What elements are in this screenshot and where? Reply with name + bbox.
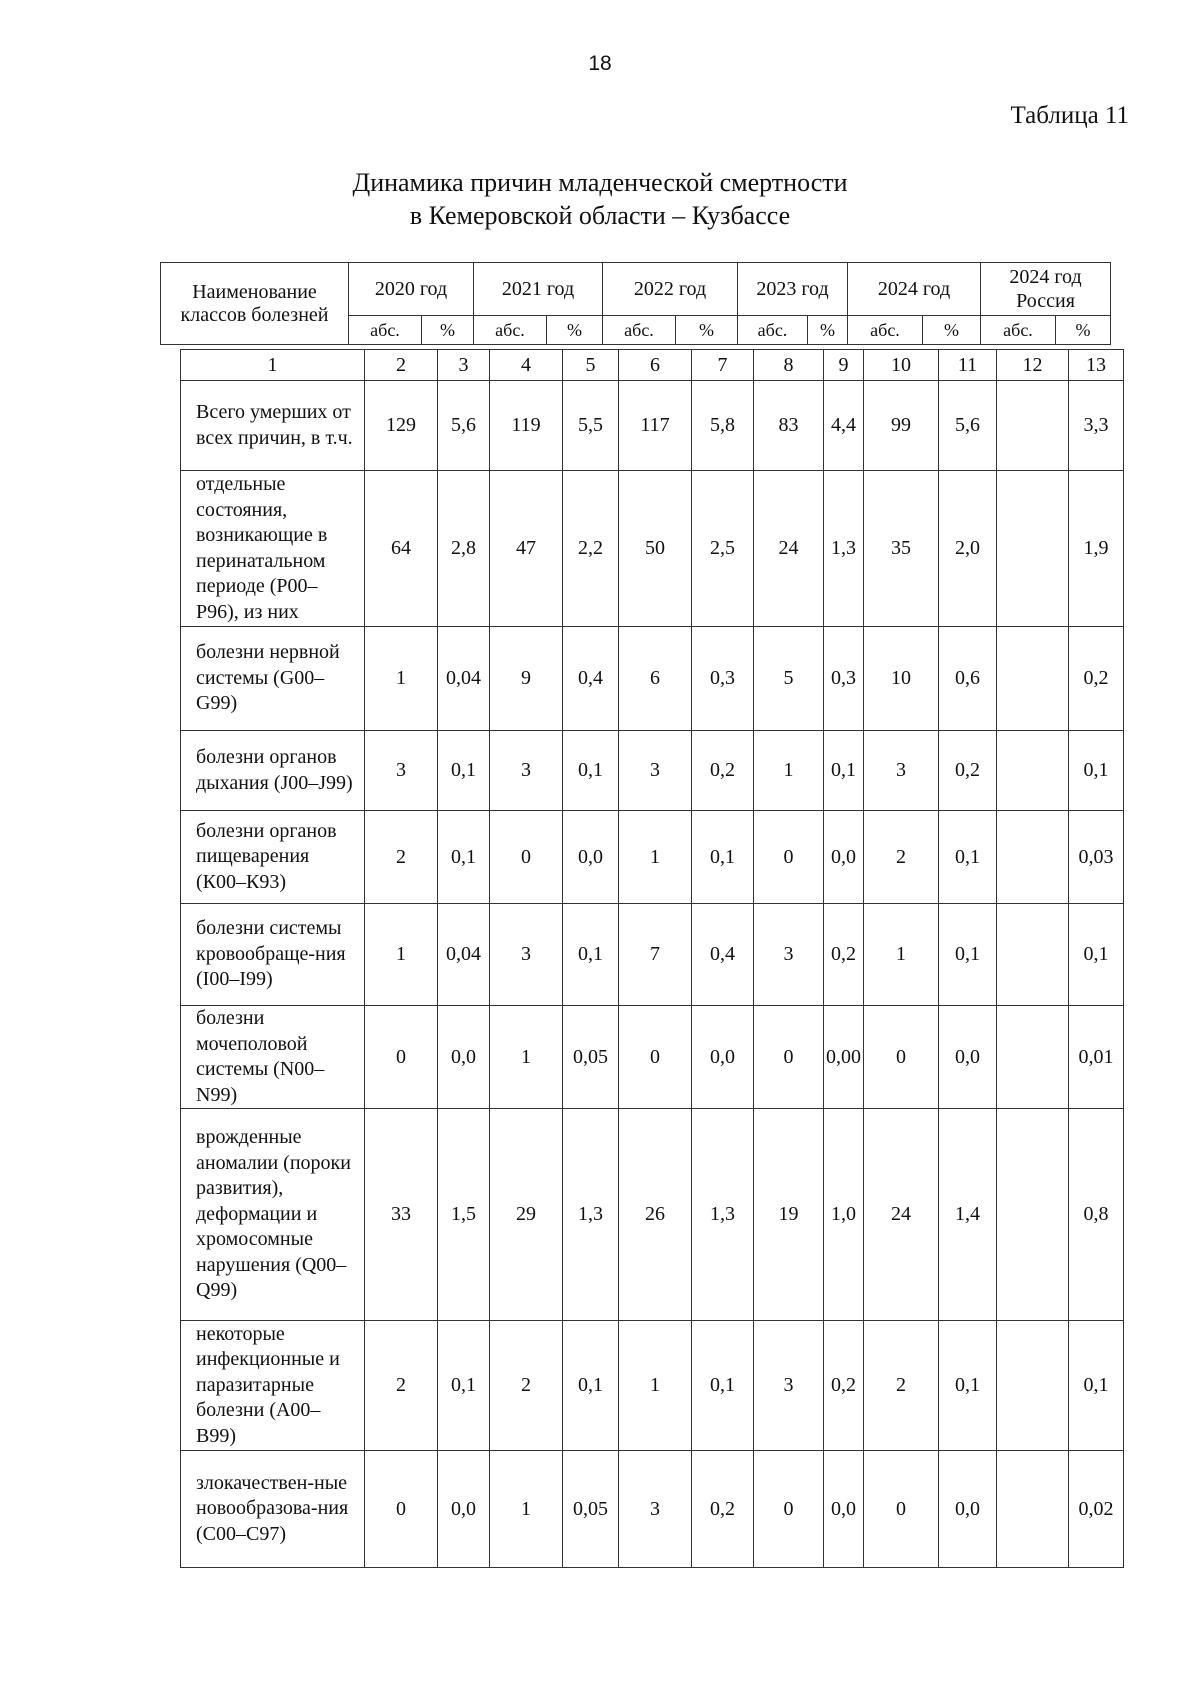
header-abs: абс. bbox=[848, 316, 923, 345]
cell: 0,3 bbox=[692, 627, 754, 731]
cell: 1,0 bbox=[824, 1109, 864, 1321]
cell: 3,3 bbox=[1069, 381, 1124, 471]
cell: 0,1 bbox=[563, 1321, 619, 1451]
cell: 0,0 bbox=[438, 1451, 490, 1568]
cell: 0 bbox=[754, 1006, 824, 1109]
cell: 0 bbox=[619, 1006, 692, 1109]
header-year-2021: 2021 год bbox=[474, 263, 603, 316]
cell: 24 bbox=[864, 1109, 939, 1321]
column-number: 13 bbox=[1069, 350, 1124, 381]
cell bbox=[997, 1451, 1069, 1568]
cell: 0,04 bbox=[438, 627, 490, 731]
cell: 3 bbox=[490, 731, 563, 811]
cell: 5,8 bbox=[692, 381, 754, 471]
cell: 0,1 bbox=[939, 811, 997, 904]
cell bbox=[997, 471, 1069, 627]
column-number: 6 bbox=[619, 350, 692, 381]
cell: 1,3 bbox=[824, 471, 864, 627]
cell: 3 bbox=[490, 904, 563, 1006]
cell: 0 bbox=[365, 1451, 438, 1568]
cell bbox=[997, 1321, 1069, 1451]
cell: 0,2 bbox=[1069, 627, 1124, 731]
cell: 0,2 bbox=[824, 904, 864, 1006]
cell: 1 bbox=[619, 811, 692, 904]
row-name: болезни мочеполовой системы (N00–N99) bbox=[181, 1006, 365, 1109]
cell: 117 bbox=[619, 381, 692, 471]
cell: 0,1 bbox=[1069, 731, 1124, 811]
cell: 35 bbox=[864, 471, 939, 627]
cell: 5,5 bbox=[563, 381, 619, 471]
table-row bbox=[181, 1321, 1124, 1451]
table-title-line-2: в Кемеровской области – Кузбассе bbox=[409, 201, 791, 230]
column-number: 9 bbox=[824, 350, 864, 381]
cell: 1 bbox=[490, 1451, 563, 1568]
cell: 2 bbox=[365, 1321, 438, 1451]
cell bbox=[997, 381, 1069, 471]
cell: 5 bbox=[754, 627, 824, 731]
cell: 0,2 bbox=[939, 731, 997, 811]
cell: 0,1 bbox=[438, 1321, 490, 1451]
cell bbox=[997, 1006, 1069, 1109]
cell: 0,4 bbox=[563, 627, 619, 731]
cell: 0,0 bbox=[692, 1006, 754, 1109]
table-label: Таблица 11 bbox=[1010, 102, 1129, 129]
row-name: врожденные аномалии (пороки развития), деформации и хромосомные нарушения (Q00–Q99) bbox=[181, 1109, 365, 1321]
row-name: Всего умерших от всех причин, в т.ч. bbox=[181, 381, 365, 471]
table-row bbox=[181, 904, 1124, 1006]
cell: 0,1 bbox=[824, 731, 864, 811]
header-year-2020: 2020 год bbox=[349, 263, 474, 316]
column-number: 11 bbox=[939, 350, 997, 381]
cell: 2 bbox=[864, 811, 939, 904]
cell: 29 bbox=[490, 1109, 563, 1321]
data-table bbox=[180, 349, 1124, 1568]
cell bbox=[997, 904, 1069, 1006]
row-name: болезни нервной системы (G00–G99) bbox=[181, 627, 365, 731]
cell: 0,0 bbox=[824, 811, 864, 904]
cell: 0,0 bbox=[563, 811, 619, 904]
cell: 1 bbox=[365, 904, 438, 1006]
cell: 0,1 bbox=[563, 904, 619, 1006]
cell: 0,1 bbox=[692, 1321, 754, 1451]
header-year-2024: 2024 год bbox=[848, 263, 981, 316]
column-number: 7 bbox=[692, 350, 754, 381]
cell: 0,1 bbox=[1069, 1321, 1124, 1451]
cell: 5,6 bbox=[939, 381, 997, 471]
table-header bbox=[160, 262, 1111, 345]
cell: 10 bbox=[864, 627, 939, 731]
cell: 3 bbox=[754, 904, 824, 1006]
cell: 0,03 bbox=[1069, 811, 1124, 904]
column-number: 4 bbox=[490, 350, 563, 381]
cell: 0,2 bbox=[824, 1321, 864, 1451]
cell: 2 bbox=[365, 811, 438, 904]
header-abs: абс. bbox=[603, 316, 676, 345]
cell: 129 bbox=[365, 381, 438, 471]
cell: 1,3 bbox=[563, 1109, 619, 1321]
cell: 0,2 bbox=[692, 731, 754, 811]
cell: 33 bbox=[365, 1109, 438, 1321]
cell: 64 bbox=[365, 471, 438, 627]
header-pct: % bbox=[676, 316, 738, 345]
cell: 0,2 bbox=[692, 1451, 754, 1568]
cell: 99 bbox=[864, 381, 939, 471]
cell: 3 bbox=[864, 731, 939, 811]
cell: 5,6 bbox=[438, 381, 490, 471]
cell: 119 bbox=[490, 381, 563, 471]
cell: 6 bbox=[619, 627, 692, 731]
header-pct: % bbox=[1056, 316, 1111, 345]
cell: 0,1 bbox=[939, 1321, 997, 1451]
column-number: 3 bbox=[438, 350, 490, 381]
cell: 0,04 bbox=[438, 904, 490, 1006]
cell: 3 bbox=[365, 731, 438, 811]
cell: 47 bbox=[490, 471, 563, 627]
header-year-2023: 2023 год bbox=[738, 263, 848, 316]
header-abs: абс. bbox=[349, 316, 422, 345]
cell: 0,1 bbox=[438, 731, 490, 811]
header-year-2022: 2022 год bbox=[603, 263, 738, 316]
cell: 0 bbox=[754, 811, 824, 904]
table-title bbox=[0, 166, 1200, 232]
cell: 0,01 bbox=[1069, 1006, 1124, 1109]
cell: 1,5 bbox=[438, 1109, 490, 1321]
cell: 2,5 bbox=[692, 471, 754, 627]
table-row bbox=[181, 627, 1124, 731]
cell: 1,4 bbox=[939, 1109, 997, 1321]
cell: 1,9 bbox=[1069, 471, 1124, 627]
cell: 0,0 bbox=[438, 1006, 490, 1109]
header-pct: % bbox=[808, 316, 848, 345]
cell bbox=[997, 1109, 1069, 1321]
cell: 1 bbox=[490, 1006, 563, 1109]
cell: 24 bbox=[754, 471, 824, 627]
row-name: отдельные состояния, возникающие в перинатальном периоде (Р00–Р96), из них bbox=[181, 471, 365, 627]
row-name: болезни органов пищеварения (К00–К93) bbox=[181, 811, 365, 904]
column-number-row bbox=[181, 350, 1124, 381]
cell: 0 bbox=[754, 1451, 824, 1568]
cell: 0,1 bbox=[692, 811, 754, 904]
cell: 2 bbox=[490, 1321, 563, 1451]
column-number: 12 bbox=[997, 350, 1069, 381]
header-pct: % bbox=[547, 316, 603, 345]
row-name: злокачествен-ные новообразова-ния (С00–С97) bbox=[181, 1451, 365, 1568]
cell: 2,2 bbox=[563, 471, 619, 627]
cell: 1,3 bbox=[692, 1109, 754, 1321]
table-row bbox=[181, 381, 1124, 471]
cell: 0 bbox=[864, 1006, 939, 1109]
cell: 1 bbox=[365, 627, 438, 731]
column-number: 5 bbox=[563, 350, 619, 381]
cell: 83 bbox=[754, 381, 824, 471]
table-title-line-1: Динамика причин младенческой смертности bbox=[352, 168, 848, 197]
cell: 26 bbox=[619, 1109, 692, 1321]
cell: 0,6 bbox=[939, 627, 997, 731]
cell: 0,02 bbox=[1069, 1451, 1124, 1568]
table-row bbox=[181, 731, 1124, 811]
cell: 4,4 bbox=[824, 381, 864, 471]
cell: 0 bbox=[365, 1006, 438, 1109]
cell: 7 bbox=[619, 904, 692, 1006]
cell: 0,8 bbox=[1069, 1109, 1124, 1321]
cell: 0,1 bbox=[563, 731, 619, 811]
cell: 0,05 bbox=[563, 1006, 619, 1109]
cell: 0 bbox=[490, 811, 563, 904]
header-pct: % bbox=[422, 316, 474, 345]
cell: 50 bbox=[619, 471, 692, 627]
cell: 0,3 bbox=[824, 627, 864, 731]
table-row bbox=[181, 1006, 1124, 1109]
column-number: 8 bbox=[754, 350, 824, 381]
cell: 9 bbox=[490, 627, 563, 731]
cell: 1 bbox=[754, 731, 824, 811]
row-name: некоторые инфекционные и паразитарные болезни (А00–В99) bbox=[181, 1321, 365, 1451]
cell bbox=[997, 731, 1069, 811]
column-number: 2 bbox=[365, 350, 438, 381]
page-number: 18 bbox=[588, 52, 612, 75]
cell: 3 bbox=[754, 1321, 824, 1451]
cell: 0,0 bbox=[939, 1006, 997, 1109]
cell: 0,4 bbox=[692, 904, 754, 1006]
cell: 19 bbox=[754, 1109, 824, 1321]
header-pct: % bbox=[923, 316, 981, 345]
cell bbox=[997, 811, 1069, 904]
cell bbox=[997, 627, 1069, 731]
table-row bbox=[181, 1109, 1124, 1321]
cell: 1 bbox=[619, 1321, 692, 1451]
table-row bbox=[181, 471, 1124, 627]
cell: 0 bbox=[864, 1451, 939, 1568]
cell: 0,05 bbox=[563, 1451, 619, 1568]
header-abs: абс. bbox=[474, 316, 547, 345]
column-number: 10 bbox=[864, 350, 939, 381]
cell: 0,00 bbox=[824, 1006, 864, 1109]
cell: 1 bbox=[864, 904, 939, 1006]
cell: 2,0 bbox=[939, 471, 997, 627]
header-year-2024-russia: 2024 год Россия bbox=[981, 263, 1111, 316]
header-abs: абс. bbox=[981, 316, 1056, 345]
cell: 0,1 bbox=[438, 811, 490, 904]
cell: 3 bbox=[619, 1451, 692, 1568]
cell: 0,1 bbox=[1069, 904, 1124, 1006]
table-row bbox=[181, 811, 1124, 904]
cell: 3 bbox=[619, 731, 692, 811]
cell: 0,0 bbox=[824, 1451, 864, 1568]
row-name: болезни системы кровообраще-ния (I00–I99) bbox=[181, 904, 365, 1006]
column-number: 1 bbox=[181, 350, 365, 381]
cell: 2,8 bbox=[438, 471, 490, 627]
cell: 2 bbox=[864, 1321, 939, 1451]
cell: 0,0 bbox=[939, 1451, 997, 1568]
header-name-column: Наименование классов болезней bbox=[161, 263, 349, 345]
cell: 0,1 bbox=[939, 904, 997, 1006]
header-abs: абс. bbox=[738, 316, 808, 345]
table-row bbox=[181, 1451, 1124, 1568]
row-name: болезни органов дыхания (J00–J99) bbox=[181, 731, 365, 811]
